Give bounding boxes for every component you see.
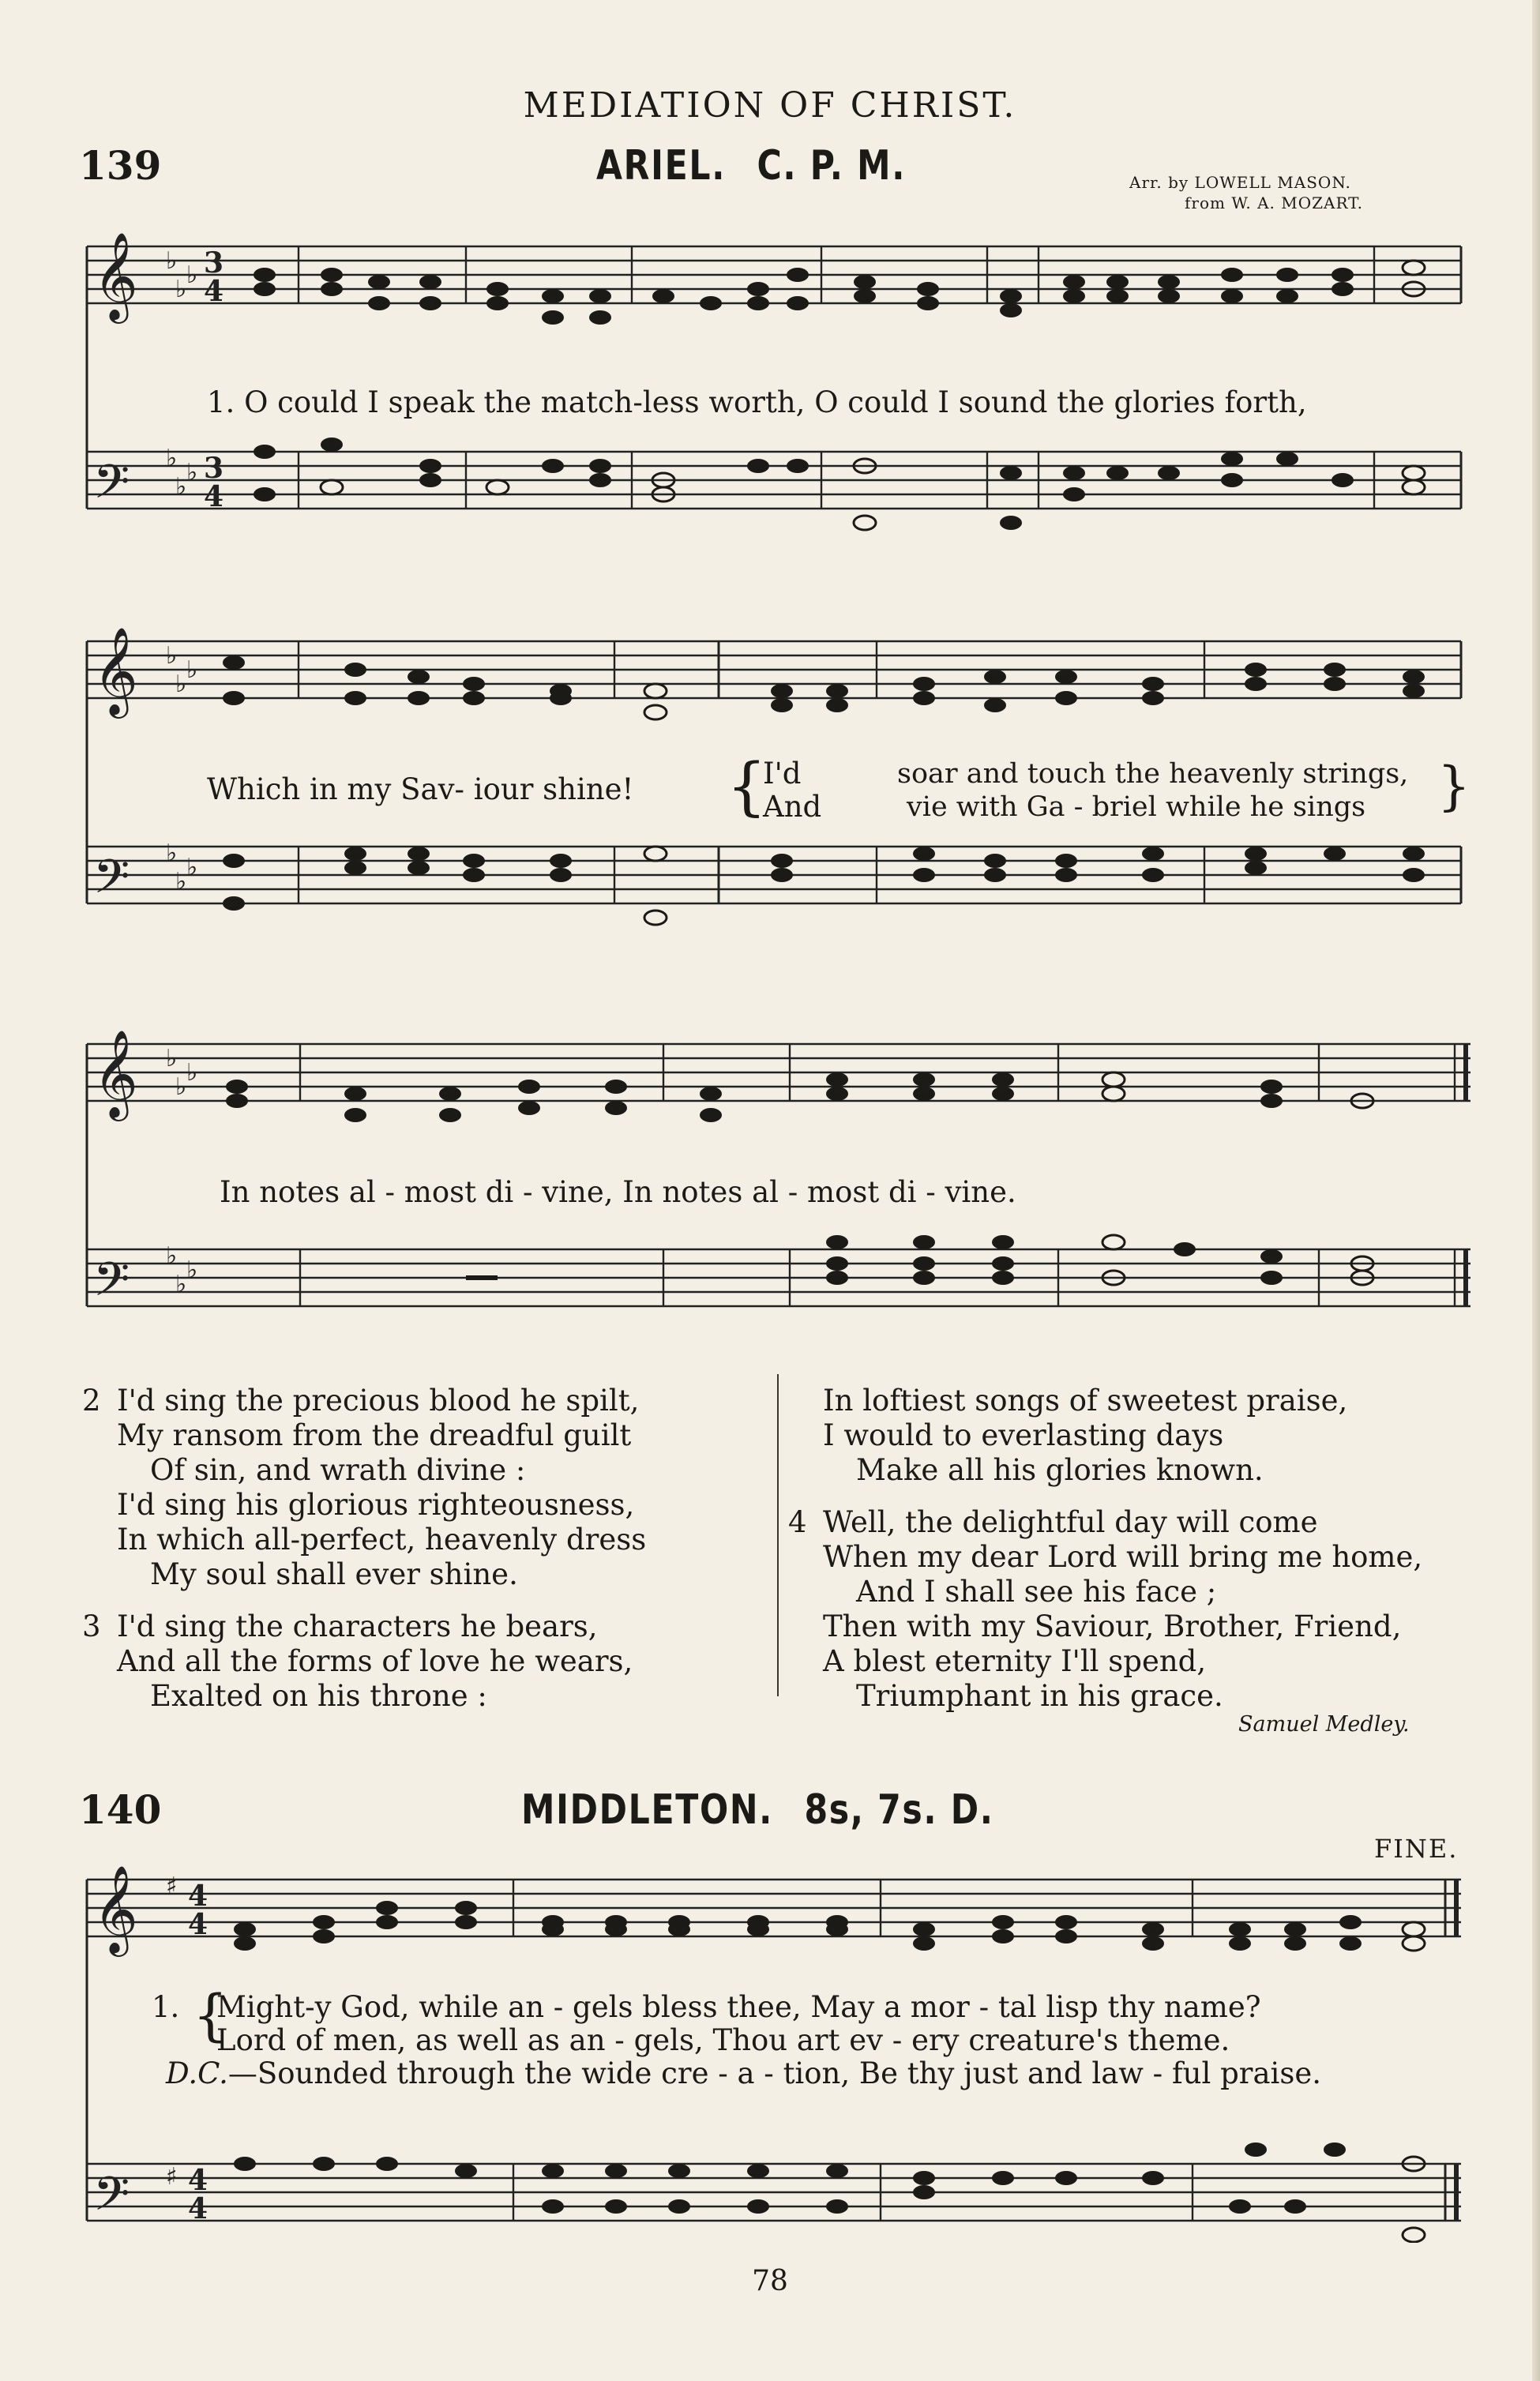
hymn-139-system-2-lyric-c2: vie with Ga - briel while he sings [907, 791, 1366, 823]
svg-text:4: 4 [204, 480, 224, 513]
svg-text:4: 4 [188, 1880, 208, 1913]
svg-text:♭: ♭ [166, 247, 178, 275]
hymn-140-meter: 8s, 7s. D. [804, 1786, 994, 1834]
svg-text:𝄞: 𝄞 [93, 1865, 138, 1953]
svg-text:♭: ♭ [166, 642, 178, 670]
stanza-line: Then with my Saviour, Brother, Friend, [823, 1609, 1402, 1643]
hymn-139-system-2-lyric-b1: I'd [763, 757, 802, 791]
da-capo-lyric: —Sounded through the wide cre - a - tion, Be thy just and law - ful praise. [227, 2056, 1321, 2090]
stanza-line: A blest eternity I'll spend, [823, 1644, 1207, 1678]
hymn-139-system-3-lyric: In notes al - most di - vine, In notes al - most di - vine. [220, 1175, 1016, 1209]
hymn-140-lyric-line-2: Lord of men, as well as an - gels, Thou art ev - ery creature's theme. [216, 2023, 1230, 2057]
left-brace: { [193, 1983, 228, 2048]
stanza-line: My soul shall ever shine. [150, 1557, 518, 1591]
hymn-139-system-2-lyric-b2: And [763, 790, 822, 824]
svg-text:♭: ♭ [166, 1242, 178, 1270]
arranger-line-1: Arr. by LOWELL MASON. [1129, 173, 1351, 192]
da-capo-label: D.C. [166, 2056, 228, 2090]
svg-text:𝄢: 𝄢 [93, 1252, 130, 1318]
hymn-139-system-1-lyric: 1. O could I speak the match-less worth, O could I sound the glories forth, [207, 385, 1307, 419]
stanza-4 [788, 1505, 1423, 1714]
stanza-line: I'd sing the precious blood he spilt, [117, 1384, 640, 1418]
svg-text:𝄞: 𝄞 [93, 626, 138, 715]
stanza-line: And all the forms of love he wears, [117, 1644, 633, 1678]
hymn-139-tune [596, 142, 906, 190]
column-divider [777, 1374, 779, 1696]
svg-text:𝄞: 𝄞 [93, 1029, 138, 1117]
hymn-139-system-2-lyric-a: Which in my Sav- iour shine! [207, 772, 634, 806]
svg-text:4: 4 [188, 2192, 208, 2225]
hymn-140-lyric-line-1: Might-y God, while an - gels bless thee, May a mor - tal lisp thy name? [216, 1990, 1261, 2024]
svg-text:♭: ♭ [175, 276, 187, 303]
stanza-line: My ransom from the dreadful guilt [117, 1418, 632, 1452]
right-brace: } [1437, 756, 1471, 817]
svg-text:♭: ♭ [166, 445, 178, 472]
stanza-line: And I shall see his face ; [856, 1575, 1217, 1609]
author-attribution: Samuel Medley. [1238, 1712, 1410, 1737]
svg-text:𝄞: 𝄞 [93, 231, 138, 320]
verse-number: 1. [152, 1990, 180, 2024]
hymn-139-meter: C. P. M. [757, 142, 907, 190]
stanza-line: Exalted on his throne : [150, 1679, 487, 1713]
stanza-2 [82, 1384, 647, 1592]
svg-text:𝄢: 𝄢 [93, 2166, 130, 2233]
stanza-line: When my dear Lord will bring me home, [823, 1540, 1423, 1574]
stanza-number: 3 [82, 1609, 101, 1643]
svg-text:4: 4 [188, 2164, 208, 2197]
arranger-line-2: from W. A. MOZART. [1185, 193, 1363, 212]
svg-text:♭: ♭ [175, 473, 187, 501]
left-brace: { [727, 749, 767, 823]
hymn-139-system-2-lyric-c1: soar and touch the heavenly strings, [897, 758, 1409, 790]
stanza-line: Make all his glories known. [856, 1453, 1264, 1487]
svg-text:♭: ♭ [166, 839, 178, 867]
svg-text:♭: ♭ [175, 1271, 187, 1298]
stanza-line: In loftiest songs of sweetest praise, [823, 1384, 1348, 1418]
page-number: 78 [752, 2265, 788, 2297]
hymn-139-tune-name: ARIEL. [596, 142, 727, 190]
svg-text:♭: ♭ [186, 459, 198, 486]
svg-text:♭: ♭ [186, 1059, 198, 1087]
svg-text:𝄢: 𝄢 [93, 849, 130, 915]
stanza-line: Well, the delightful day will come [823, 1505, 1318, 1539]
stanza-number: 2 [82, 1384, 101, 1418]
fine-marking: FINE. [1374, 1834, 1459, 1864]
stanza-line: I'd sing the characters he bears, [117, 1609, 598, 1643]
stanza-3-part-1 [82, 1609, 633, 1714]
svg-text:♯: ♯ [166, 2163, 178, 2191]
hymn-140-tune [521, 1786, 994, 1834]
svg-text:♭: ♭ [186, 261, 198, 289]
svg-text:4: 4 [204, 275, 224, 308]
stanza-line: Triumphant in his grace. [856, 1679, 1223, 1713]
svg-text:♯: ♯ [166, 1872, 178, 1900]
hymn-140-tune-name: MIDDLETON. [521, 1786, 774, 1834]
svg-text:♭: ♭ [186, 1256, 198, 1284]
hymn-140-lyric-line-3 [166, 2056, 1321, 2090]
stanza-3-part-2 [823, 1384, 1347, 1488]
svg-text:𝄢: 𝄢 [93, 454, 130, 520]
stanza-line: I'd sing his glorious righteousness, [117, 1488, 635, 1522]
svg-text:3: 3 [204, 452, 224, 485]
hymn-139-number: 139 [79, 142, 162, 189]
stanza-number: 4 [788, 1505, 807, 1539]
stanza-line: Of sin, and wrath divine : [150, 1453, 526, 1487]
hymn-139-arranger [1129, 172, 1363, 213]
svg-text:♭: ♭ [175, 670, 187, 698]
svg-text:♭: ♭ [175, 1073, 187, 1101]
hymn-140-number: 140 [79, 1786, 162, 1833]
svg-text:♭: ♭ [186, 656, 198, 684]
svg-text:♭: ♭ [186, 854, 198, 881]
svg-text:♭: ♭ [166, 1045, 178, 1072]
stanza-line: I would to everlasting days [823, 1418, 1224, 1452]
stanza-line: In which all-perfect, heavenly dress [117, 1523, 647, 1557]
svg-text:♭: ♭ [175, 868, 187, 896]
svg-text:4: 4 [188, 1908, 208, 1941]
section-heading: MEDIATION OF CHRIST. [523, 85, 1017, 126]
svg-text:3: 3 [204, 246, 224, 280]
